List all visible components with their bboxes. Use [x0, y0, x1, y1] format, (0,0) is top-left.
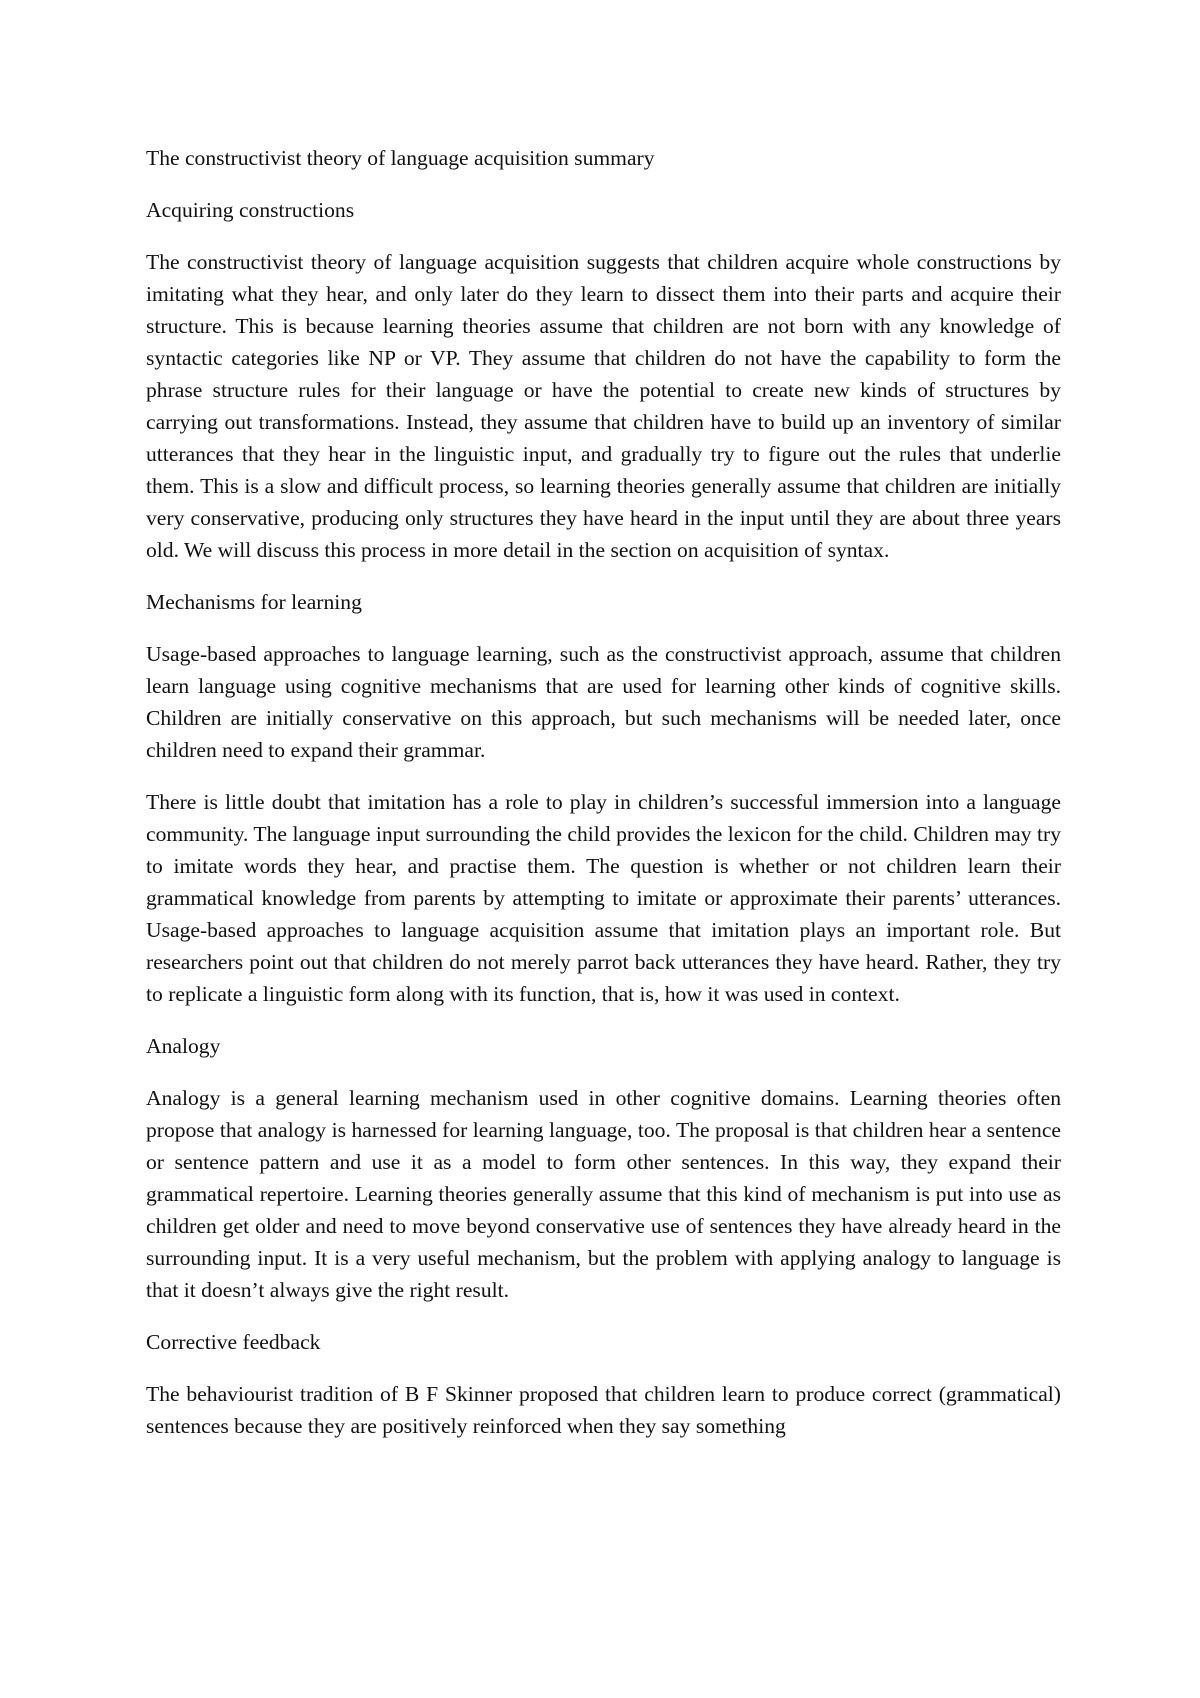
section-heading-analogy: Analogy: [146, 1034, 221, 1058]
section-heading-corrective-feedback: Corrective feedback: [146, 1330, 321, 1354]
paragraph-imitation-role: There is little doubt that imitation has a role to play in children’s successful immersion into a language community. The language input surrounding the child provides the lexicon for the child. Children may try to imitate words they hear, and practise them. The question is whether or not children learn their grammatical knowledge from parents by attempting to imitate or approximate their parents’ utterances. Usage-based approaches to language acquisition assume that imitation plays an important role. But researchers point out that children do not merely parrot back utterances they have heard. Rather, they try to replicate a linguistic form along with its function, that is, how it was used in context.: [146, 790, 1061, 1006]
section-heading-acquiring-constructions: Acquiring constructions: [146, 198, 355, 222]
document-title: The constructivist theory of language acquisition summary: [146, 146, 655, 170]
section-heading-mechanisms-for-learning: Mechanisms for learning: [146, 590, 362, 614]
paragraph-acquiring-constructions: The constructivist theory of language acquisition suggests that children acquire whole constructions by imitating what they hear, and only later do they learn to dissect them into their parts and acquire their structure. This is because learning theories assume that children are not born with any knowledge of syntactic categories like NP or VP. They assume that children do not have the capability to form the phrase structure rules for their language or have the potential to create new kinds of structures by carrying out transformations. Instead, they assume that children have to build up an inventory of similar utterances that they hear in the linguistic input, and gradually try to figure out the rules that underlie them. This is a slow and difficult process, so learning theories generally assume that children are initially very conservative, producing only structures they have heard in the input until they are about three years old. We will discuss this process in more detail in the section on acquisition of syntax.: [146, 250, 1061, 562]
paragraph-usage-based-approaches: Usage-based approaches to language learning, such as the constructivist approach, assume that children learn language using cognitive mechanisms that are used for learning other kinds of cognitive skills. Children are initially conservative on this approach, but such mechanisms will be needed later, once children need to expand their grammar.: [146, 642, 1061, 762]
document-page: [146, 142, 1061, 1462]
paragraph-analogy: Analogy is a general learning mechanism used in other cognitive domains. Learning theories often propose that analogy is harnessed for learning language, too. The proposal is that children hear a sentence or sentence pattern and use it as a model to form other sentences. In this way, they expand their grammatical repertoire. Learning theories generally assume that this kind of mechanism is put into use as children get older and need to move beyond conservative use of sentences they have already heard in the surrounding input. It is a very useful mechanism, but the problem with applying analogy to language is that it doesn’t always give the right result.: [146, 1086, 1061, 1302]
paragraph-corrective-feedback: The behaviourist tradition of B F Skinner proposed that children learn to produce correct (grammatical) sentences because they are positively reinforced when they say something: [146, 1382, 1061, 1438]
